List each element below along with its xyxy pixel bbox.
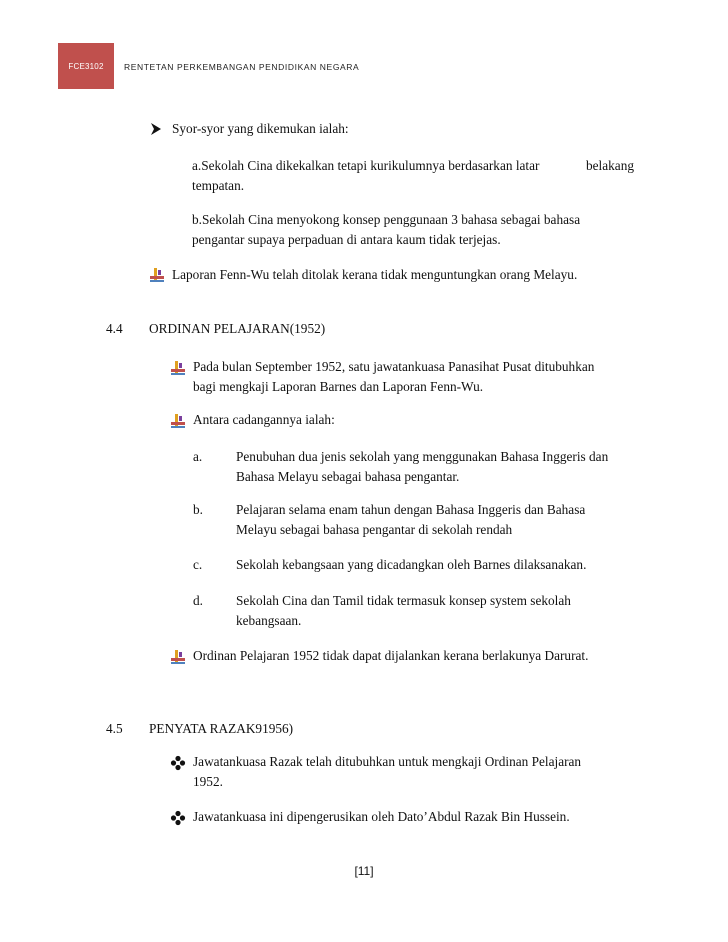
fennwu-conclusion: Laporan Fenn-Wu telah ditolak kerana tidak menguntungkan orang Melayu. xyxy=(172,267,578,282)
recommendation-a-line1-end: belakang xyxy=(586,158,634,173)
recommendation-a-line1: a.Sekolah Cina dikekalkan tetapi kurikulumnya berdasarkan latar xyxy=(192,158,540,173)
recommendation-a-line2: tempatan. xyxy=(192,178,245,193)
recommendations-intro: Syor-syor yang dikemukan ialah: xyxy=(172,121,349,136)
course-code-badge xyxy=(58,43,114,89)
list-item-line1: Sekolah Cina dan Tamil tidak termasuk konsep system sekolah xyxy=(236,593,571,608)
recommendation-b-line2: pengantar supaya perpaduan di antara kaum tidak terjejas. xyxy=(192,232,501,247)
page-number: [11] xyxy=(354,864,374,878)
fancy-bullet-icon xyxy=(170,413,186,429)
list-item-marker: a. xyxy=(193,449,203,464)
section-44-p3: Ordinan Pelajaran 1952 tidak dapat dijalankan kerana berlakunya Darurat. xyxy=(193,648,589,663)
section-45-p2: Jawatankuasa ini dipengerusikan oleh Dato’Abdul Razak Bin Hussein. xyxy=(193,809,570,824)
list-item-line2: Bahasa Melayu sebagai bahasa pengantar. xyxy=(236,469,460,484)
running-header-title: RENTETAN PERKEMBANGAN PENDIDIKAN NEGARA xyxy=(124,62,360,72)
section-44-p1-line1: Pada bulan September 1952, satu jawatankuasa Panasihat Pusat ditubuhkan xyxy=(193,359,595,374)
course-code: FCE3102 xyxy=(68,61,104,71)
diamond-bullet-icon xyxy=(170,755,186,771)
arrow-bullet-icon xyxy=(148,121,164,137)
section-44-p2: Antara cadangannya ialah: xyxy=(193,412,335,427)
section-44-p1-line2: bagi mengkaji Laporan Barnes dan Laporan Fenn-Wu. xyxy=(193,379,484,394)
list-item-marker: c. xyxy=(193,557,203,572)
section-44-title: ORDINAN PELAJARAN(1952) xyxy=(149,321,326,336)
list-item-line1: Pelajaran selama enam tahun dengan Bahasa Inggeris dan Bahasa xyxy=(236,502,586,517)
section-45-p1-line1: Jawatankuasa Razak telah ditubuhkan untuk mengkaji Ordinan Pelajaran xyxy=(193,754,582,769)
section-45-p1-line2: 1952. xyxy=(193,774,223,789)
fancy-bullet-icon xyxy=(170,649,186,665)
list-item-line2: kebangsaan. xyxy=(236,613,302,628)
list-item-line1: Penubuhan dua jenis sekolah yang menggunakan Bahasa Inggeris dan xyxy=(236,449,609,464)
list-item-line2: Melayu sebagai bahasa pengantar di sekolah rendah xyxy=(236,522,513,537)
list-item-line1: Sekolah kebangsaan yang dicadangkan oleh Barnes dilaksanakan. xyxy=(236,557,587,572)
diamond-bullet-icon xyxy=(170,810,186,826)
fancy-bullet-icon xyxy=(149,267,165,283)
section-45-number: 4.5 xyxy=(106,721,123,736)
list-item-marker: b. xyxy=(193,502,203,517)
section-44-number: 4.4 xyxy=(106,321,123,336)
list-item-marker: d. xyxy=(193,593,203,608)
fancy-bullet-icon xyxy=(170,360,186,376)
section-45-title: PENYATA RAZAK91956) xyxy=(149,721,294,736)
recommendation-b-line1: b.Sekolah Cina menyokong konsep penggunaan 3 bahasa sebagai bahasa xyxy=(192,212,581,227)
